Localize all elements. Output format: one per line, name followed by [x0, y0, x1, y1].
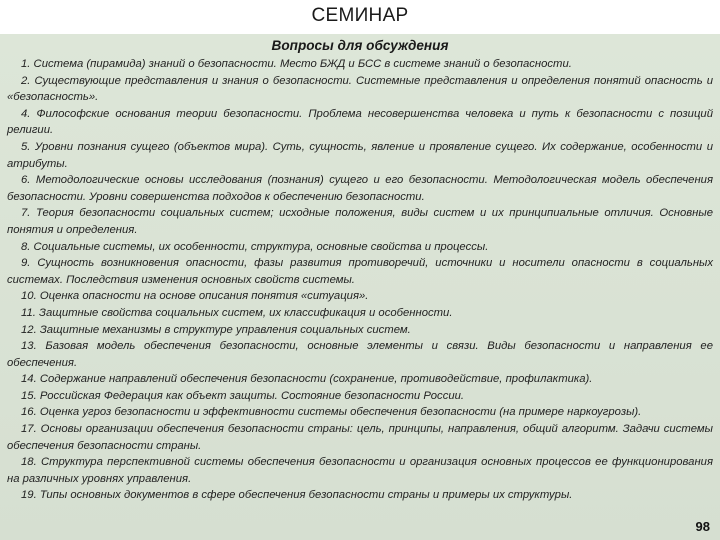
question-item: 11. Защитные свойства социальных систем, их классификация и особенности. — [21, 306, 453, 319]
question-item: 8. Социальные системы, их особенности, структура, основные свойства и процессы. — [21, 240, 489, 253]
question-item: 17. Основы организации обеспечения безопасности страны: цель, принципы, направления, общий алгоритм. Задачи системы обеспечения безопасности страны. — [7, 423, 713, 452]
question-item: 7. Теория безопасности социальных систем; исходные положения, виды систем и их принципиальные отличия. Основные понятия и определения. — [7, 207, 713, 236]
question-item: 5. Уровни познания сущего (объектов мира). Суть, сущность, явление и проявление сущего. Их содержание, особенности и атрибуты. — [7, 140, 713, 170]
question-item: 16. Оценка угроз безопасности и эффективности системы обеспечения безопасности (на примере наркоугрозы). — [21, 406, 642, 419]
section-heading: Вопросы для обсуждения — [271, 38, 449, 53]
question-item: 14. Содержание направлений обеспечения безопасности (сохранение, противодействие, профилактика). — [21, 373, 593, 386]
question-item: 6. Методологические основы исследования (познания) сущего и его безопасности. Методологическая модель обеспечения безопасности. Уровни совершенства подходов к обеспечению безопасности. — [7, 174, 713, 203]
slide-title: СЕМИНАР — [311, 5, 409, 26]
title-bar — [0, 0, 720, 34]
question-item: 12. Защитные механизмы в структуре управления социальных систем. — [21, 323, 411, 336]
question-list — [7, 56, 713, 504]
question-item: 13. Базовая модель обеспечения безопасности, основные элементы и связи. Виды безопасности и направления ее обеспечения. — [7, 340, 713, 369]
question-item: 10. Оценка опасности на основе описания понятия «ситуация». — [21, 290, 369, 303]
question-item: 2. Существующие представления и знания о безопасности. Системные представления и определения понятий опасность и «безопасность». — [7, 74, 713, 104]
page-number: 98 — [695, 519, 710, 534]
question-item: 18. Структура перспективной системы обеспечения безопасности и организация основных процессов ее функционирования на различных уровнях управления. — [7, 456, 713, 485]
question-item: 9. Сущность возникновения опасности, фазы развития противоречий, источники и носители опасности в социальных системах. Последствия изменения основных свойств системы. — [7, 257, 713, 286]
question-item: 15. Российская Федерация как объект защиты. Состояние безопасности России. — [21, 389, 465, 402]
content-panel — [0, 34, 720, 540]
question-item: 4. Философские основания теории безопасности. Проблема несовершенства человека и путь к безопасности с позиций религии. — [7, 107, 713, 137]
question-item: 19. Типы основных документов в сфере обеспечения безопасности страны и примеры их структуры. — [21, 489, 573, 502]
question-item: 1. Система (пирамида) знаний о безопасности. Место БЖД и БСС в системе знаний о безопасности. — [21, 58, 572, 70]
